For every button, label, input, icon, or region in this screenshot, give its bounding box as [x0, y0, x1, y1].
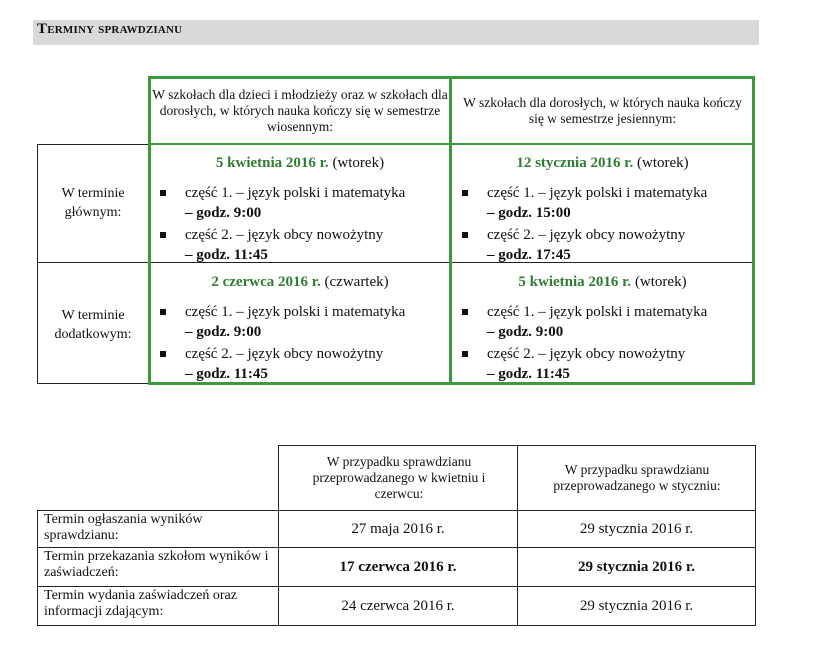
- schedule-cell: [454, 153, 751, 265]
- part-time: – godz. 9:00: [185, 324, 262, 340]
- results-value: 27 maja 2016 r.: [351, 520, 445, 537]
- exam-parts: [152, 302, 448, 384]
- part-label: część 2. – język obcy nowożytny: [185, 346, 384, 362]
- green-frame: [449, 76, 452, 385]
- table-border: [37, 144, 38, 384]
- row-label-main: W terminie głównym:: [61, 186, 125, 220]
- results-value: 29 stycznia 2016 r.: [579, 520, 694, 537]
- part-time: – godz. 9:00: [185, 205, 262, 221]
- part-time: – godz. 15:00: [487, 205, 571, 221]
- column-header-text: W szkołach dla dzieci i młodzieży oraz w szkołach dla dorosłych, w których nauka kończy się w semestrze wiosennym:: [152, 87, 448, 134]
- column-header-spring: [152, 80, 448, 142]
- column-header-text: W przypadku sprawdzianu przeprowadzanego w kwietniu i czerwcu:: [312, 454, 486, 501]
- part-label: część 1. – język polski i matematyka: [185, 185, 406, 201]
- table-border: [37, 383, 149, 384]
- schedule-cell: [152, 272, 448, 384]
- part-time: – godz. 11:45: [487, 366, 570, 382]
- results-value: 17 czerwca 2016 r.: [339, 558, 457, 575]
- exam-parts: [454, 302, 751, 384]
- bullet-icon: [160, 190, 166, 196]
- part-label: część 1. – język polski i matematyka: [185, 304, 406, 320]
- list-item: [454, 183, 751, 223]
- table-border: [37, 625, 756, 626]
- exam-date-line: [152, 272, 448, 292]
- weekday: (wtorek): [634, 274, 687, 290]
- green-frame: [148, 143, 755, 145]
- results-row-label: Termin przekazania szkołom wyników i zaświadczeń:: [44, 549, 269, 580]
- results-value: 29 stycznia 2016 r.: [579, 597, 694, 614]
- part-label: część 2. – język obcy nowożytny: [487, 227, 686, 243]
- weekday: (wtorek): [332, 155, 385, 171]
- bullet-icon: [160, 351, 166, 357]
- bullet-icon: [160, 309, 166, 315]
- bullet-icon: [462, 351, 468, 357]
- bullet-icon: [462, 232, 468, 238]
- bullet-icon: [462, 190, 468, 196]
- results-row-label: Termin wydania zaświadczeń oraz informacji zdającym:: [44, 588, 237, 619]
- table-border: [37, 510, 38, 626]
- weekday: (wtorek): [637, 155, 689, 171]
- list-item: [152, 183, 448, 223]
- part-time: – godz. 9:00: [487, 324, 564, 340]
- list-item: [152, 302, 448, 342]
- table-border: [37, 144, 149, 145]
- column-header-autumn: [454, 80, 751, 142]
- exam-parts: [152, 183, 448, 265]
- list-item: [152, 225, 448, 265]
- results-row-label: Termin ogłaszania wyników sprawdzianu:: [44, 512, 203, 543]
- bullet-icon: [160, 232, 166, 238]
- results-header-spring: [290, 447, 508, 509]
- exam-date: 2 czerwca 2016 r.: [211, 274, 321, 290]
- column-header-text: W przypadku sprawdzianu przeprowadzanego w styczniu:: [553, 462, 721, 493]
- row-label-additional: W terminie dodatkowym:: [54, 308, 132, 342]
- exam-parts: [454, 183, 751, 265]
- exam-date: 12 stycznia 2016 r.: [516, 155, 634, 171]
- part-time: – godz. 11:45: [185, 247, 268, 263]
- weekday: (czwartek): [324, 274, 389, 290]
- list-item: [454, 344, 751, 384]
- exam-date-line: [454, 272, 751, 292]
- part-time: – godz. 11:45: [185, 366, 268, 382]
- results-value: 24 czerwca 2016 r.: [341, 597, 455, 614]
- part-label: część 2. – język obcy nowożytny: [185, 227, 384, 243]
- exam-date-line: [454, 153, 751, 173]
- table-border: [755, 445, 756, 626]
- bullet-icon: [462, 309, 468, 315]
- green-frame: [752, 76, 755, 385]
- column-header-text: W szkołach dla dorosłych, w których nauka kończy się w semestrze jesiennym:: [463, 95, 742, 126]
- part-label: część 2. – język obcy nowożytny: [487, 346, 686, 362]
- part-label: część 1. – język polski i matematyka: [487, 304, 708, 320]
- part-label: część 1. – język polski i matematyka: [487, 185, 708, 201]
- green-frame: [148, 76, 151, 385]
- list-item: [454, 225, 751, 265]
- exam-date: 5 kwietnia 2016 r.: [215, 155, 329, 171]
- list-item: [454, 302, 751, 342]
- results-value: 29 stycznia 2016 r.: [578, 558, 695, 575]
- list-item: [152, 344, 448, 384]
- results-header-january: [528, 447, 746, 509]
- section-title: Terminy sprawdzianu: [33, 20, 759, 45]
- schedule-cell: [454, 272, 751, 384]
- exam-date-line: [152, 153, 448, 173]
- schedule-cell: [152, 153, 448, 265]
- part-time: – godz. 17:45: [487, 247, 571, 263]
- exam-date: 5 kwietnia 2016 r.: [518, 274, 632, 290]
